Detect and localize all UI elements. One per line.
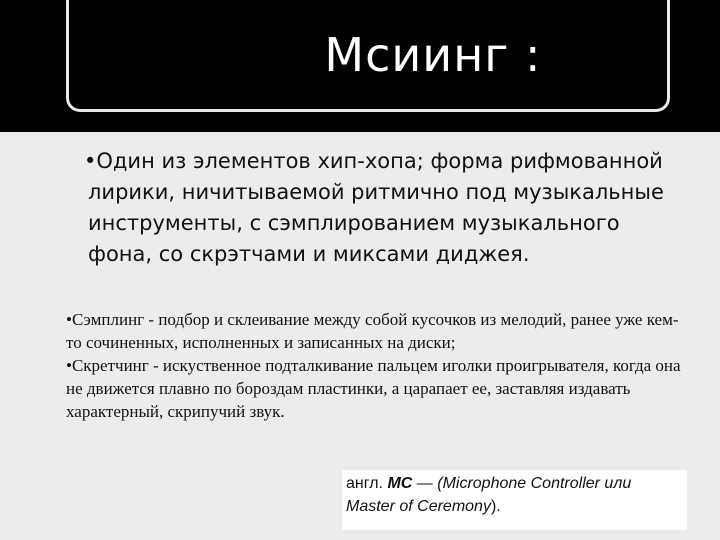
slide-content [0, 132, 720, 540]
footnote-box [342, 470, 687, 530]
sub-bullet-list [66, 308, 686, 423]
slide-title: Мсиинг : [324, 28, 542, 82]
sub-bullet-scratching: •Скретчинг - искуственное подталкивание пальцем иголки проигрывателя, когда она не движется плавно по бороздам пластинки, а царапает ее, заставляя издавать характерный, скрипучий звук. [66, 356, 681, 421]
footnote-suffix: ). [490, 498, 501, 515]
sub-bullet-sampling: •Сэмплинг - подбор и склеивание между собой кусочков из мелодий, ранее уже кем-то сочиненных, исполненных и записанных на диски; [66, 310, 679, 352]
footnote-abbr: MC [387, 475, 413, 492]
footnote-expansion: — (Microphone Controller или Master of Ceremony [346, 475, 632, 515]
title-frame [66, 0, 670, 112]
footnote-prefix: англ. [346, 475, 388, 492]
main-bullet-text: •Один из элементов хип-хопа; форма рифмованной лирики, ничитываемой ритмично под музыкальные инструменты, с сэмплированием музыкального фона, со скрэтчами и миксами диджея. [84, 149, 664, 266]
